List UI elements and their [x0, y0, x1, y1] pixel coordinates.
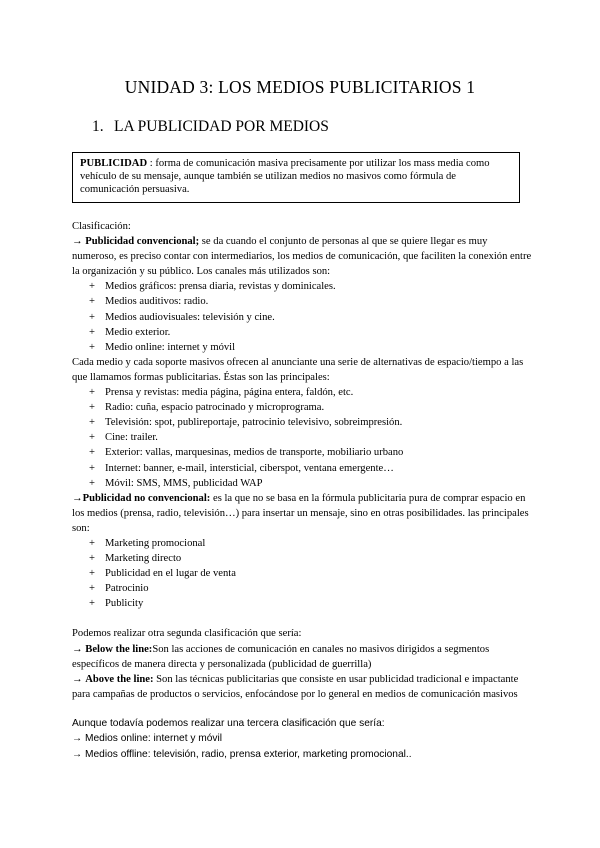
list-item-text: Medio exterior. [105, 326, 171, 338]
list-item-text: Internet: banner, e-mail, intersticial, ciberspot, ventana emergente… [105, 462, 394, 474]
third-classification-intro: Aunque todavía podemos realizar una tercera clasificación que sería: [72, 717, 385, 729]
formats-intro: Cada medio y cada soporte masivos ofrecen al anunciante una serie de alternativas de espacio/tiempo a las que llamamos formas publicitarias. Éstas son las principales: [72, 356, 524, 383]
below-the-line-term: Below the line: [85, 643, 153, 655]
definition-box [72, 152, 520, 203]
plus-icon: + [89, 537, 95, 549]
arrow-icon: → [72, 492, 83, 504]
plus-icon: + [89, 311, 95, 323]
list-item-text: Marketing promocional [105, 537, 206, 549]
list-item [72, 566, 532, 581]
plus-icon: + [89, 568, 95, 580]
plus-icon: + [89, 402, 95, 414]
non-conventional-text: es la que no se basa en la fórmula publicitaria pura de comprar espacio en los medios (prensa, radio, televisión…) para insertar un mensaje, sino en otras posibilidades. las principales son: [72, 492, 529, 534]
section-heading [92, 118, 329, 136]
channels-list [72, 279, 532, 354]
plus-icon: + [89, 387, 95, 399]
online-media-line: → Medios online: internet y móvil [72, 733, 223, 745]
arrow-icon: → [72, 643, 86, 655]
list-item [72, 536, 532, 551]
main-content [72, 219, 532, 762]
second-classification-intro: Podemos realizar otra segunda clasificación que sería: [72, 628, 302, 640]
list-item-text: Medios gráficos: prensa diaria, revistas y dominicales. [105, 281, 336, 293]
list-item-text: Publicity [105, 598, 144, 610]
non-conventional-term: Publicidad no convencional: [82, 492, 211, 504]
above-the-line-text: Son las técnicas publicitarias que consiste en usar publicidad tradicional e impactante para campañas de productos o servicios, enfocándose por lo general en medios de comunicación masivos [72, 673, 519, 700]
list-item-text: Marketing directo [105, 553, 182, 565]
list-item-text: Publicidad en el lugar de venta [105, 568, 236, 580]
plus-icon: + [89, 462, 95, 474]
list-item [72, 445, 532, 460]
list-item-text: Medios audiovisuales: televisión y cine. [105, 311, 275, 323]
list-item [72, 476, 532, 491]
offline-media-line: → Medios offline: televisión, radio, prensa exterior, marketing promocional.. [72, 748, 412, 760]
list-item [72, 385, 532, 400]
list-item [72, 596, 532, 611]
page-title: UNIDAD 3: LOS MEDIOS PUBLICITARIOS 1 [124, 77, 476, 97]
list-item-text: Patrocinio [105, 583, 149, 595]
conventional-paragraph [72, 234, 532, 279]
non-conventional-paragraph [72, 491, 532, 536]
list-item [72, 581, 532, 596]
list-item-text: Móvil: SMS, MMS, publicidad WAP [105, 477, 263, 489]
list-item-text: Cine: trailer. [105, 432, 158, 444]
list-item [72, 461, 532, 476]
list-item [72, 415, 532, 430]
above-the-line-paragraph [72, 672, 532, 702]
list-item [72, 340, 532, 355]
plus-icon: + [89, 326, 95, 338]
below-the-line-text: Son las acciones de comunicación en canales no masivos dirigidos a segmentos específicos de manera directa y personalizada (publicidad de guerrilla) [72, 643, 490, 670]
plus-icon: + [89, 432, 95, 444]
definition-term: PUBLICIDAD [80, 158, 148, 169]
list-item-text: Televisión: spot, publireportaje, patrocinio televisivo, sobreimpresión. [105, 417, 403, 429]
arrow-icon: → [72, 673, 86, 685]
plus-icon: + [89, 598, 95, 610]
conventional-text: se da cuando el conjunto de personas al que se quiere llegar es muy numeroso, es preciso contar con intermediarios, los medios de comunicación, que faciliten la conexión entre la organización y su público. Los canales más utilizados son: [72, 236, 532, 278]
classification-label: Clasificación: [72, 221, 131, 232]
list-item [72, 310, 532, 325]
list-item [72, 279, 532, 294]
plus-icon: + [89, 553, 95, 565]
plus-icon: + [89, 477, 95, 489]
definition-text: : forma de comunicación masiva precisamente por utilizar los mass media como vehículo de su mensaje, aunque también se utilizan medios no masivos como fórmula de comunicación persuasiva. [80, 158, 490, 196]
plus-icon: + [89, 417, 95, 429]
list-item-text: Prensa y revistas: media página, página entera, faldón, etc. [105, 387, 354, 399]
section-title: LA PUBLICIDAD POR MEDIOS [114, 118, 329, 135]
plus-icon: + [89, 583, 95, 595]
list-item-text: Medios auditivos: radio. [105, 296, 209, 308]
section-number: 1. [92, 118, 104, 135]
non-conventional-list [72, 536, 532, 611]
plus-icon: + [89, 447, 95, 459]
formats-list [72, 385, 532, 491]
plus-icon: + [89, 281, 95, 293]
plus-icon: + [89, 296, 95, 308]
above-the-line-term: Above the line: [85, 673, 154, 685]
list-item-text: Radio: cuña, espacio patrocinado y microprograma. [105, 402, 325, 414]
list-item [72, 294, 532, 309]
list-item-text: Exterior: vallas, marquesinas, medios de transporte, mobiliario urbano [105, 447, 404, 459]
list-item [72, 400, 532, 415]
conventional-term: Publicidad convencional; [85, 236, 200, 248]
list-item [72, 430, 532, 445]
list-item [72, 551, 532, 566]
arrow-icon: → [72, 236, 86, 248]
list-item [72, 325, 532, 340]
below-the-line-paragraph [72, 642, 532, 672]
third-classification [72, 716, 532, 762]
list-item-text: Medio online: internet y móvil [105, 341, 236, 353]
plus-icon: + [89, 341, 95, 353]
